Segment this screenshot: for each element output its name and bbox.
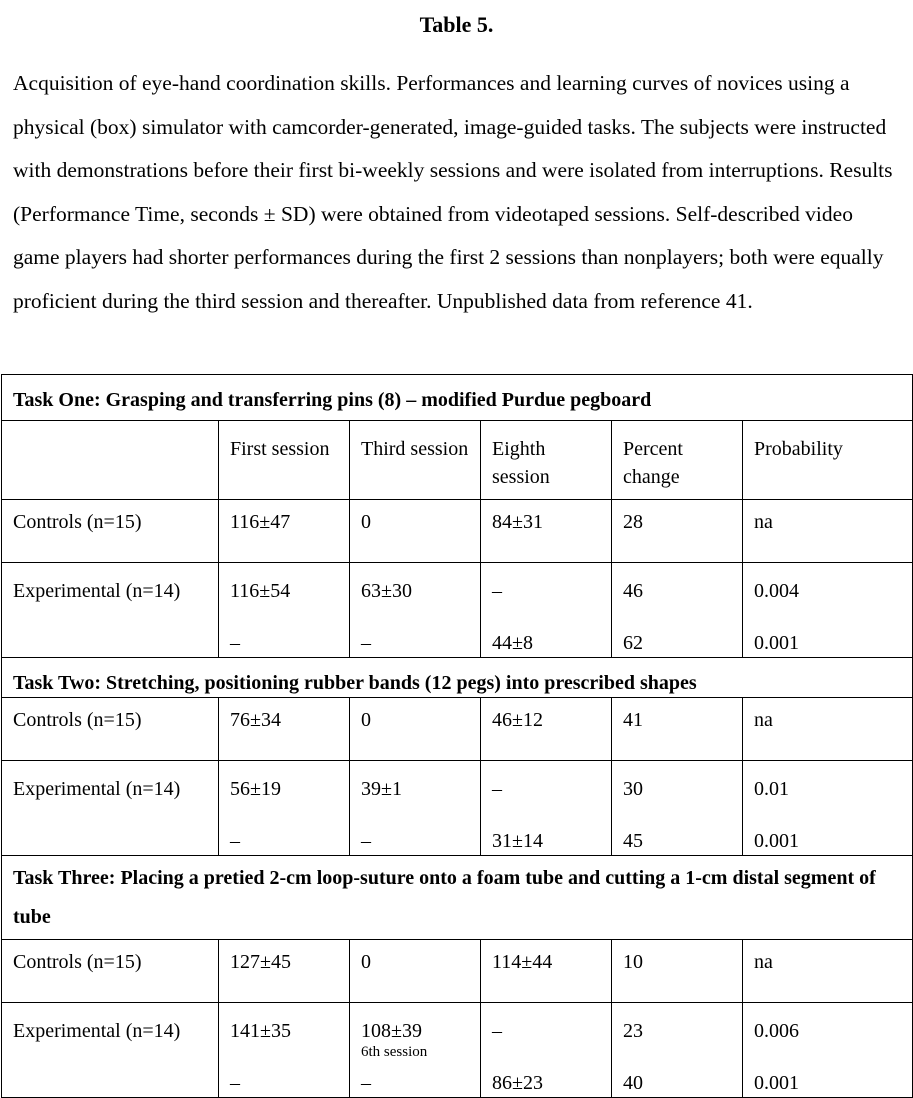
third-session-value-b: –	[361, 830, 371, 852]
probability-value-b: 0.001	[754, 632, 799, 654]
table-title: Table 5.	[419, 12, 494, 37]
eighth-session-value-b: 31±14	[492, 830, 543, 852]
percent-change-value-b: 45	[623, 830, 643, 852]
first-session-value-b: –	[230, 830, 240, 852]
eighth-session-cell	[481, 761, 612, 856]
row-label: Controls (n=15)	[2, 698, 219, 761]
third-session-cell	[350, 563, 481, 658]
header-empty-cell	[2, 421, 219, 500]
eighth-session-cell	[481, 1003, 612, 1098]
table-row	[2, 761, 913, 856]
header-eighth-session: Eighth session	[481, 421, 612, 500]
header-probability: Probability	[743, 421, 913, 500]
probability-value: 0.006	[754, 1020, 799, 1042]
third-session-value: 39±1	[361, 778, 402, 800]
first-session-value-b: –	[230, 632, 240, 654]
third-session-cell	[350, 1003, 481, 1098]
first-session-value: 141±35	[230, 1020, 291, 1042]
third-session-value: 108±39	[361, 1020, 422, 1042]
first-session-value: 56±19	[230, 778, 281, 800]
column-header-row	[2, 421, 913, 500]
row-label: Controls (n=15)	[2, 500, 219, 563]
probability-value: na	[743, 500, 913, 563]
percent-change-value: 23	[623, 1020, 643, 1042]
percent-change-value: 28	[612, 500, 743, 563]
header-first-session: First session	[219, 421, 350, 500]
probability-cell	[743, 761, 913, 856]
first-session-cell	[219, 761, 350, 856]
table-row	[2, 1003, 913, 1098]
third-session-cell	[350, 761, 481, 856]
results-table	[1, 374, 913, 1098]
row-label: Controls (n=15)	[2, 940, 219, 1003]
table-row	[2, 563, 913, 658]
third-session-value: 0	[350, 500, 481, 563]
row-label: Experimental (n=14)	[2, 563, 219, 658]
probability-value: 0.01	[754, 778, 789, 800]
third-session-value: 0	[350, 940, 481, 1003]
percent-change-value: 46	[623, 580, 643, 602]
first-session-value: 116±54	[230, 580, 291, 602]
first-session-value-b: –	[230, 1072, 240, 1094]
header-percent-change: Percent change	[612, 421, 743, 500]
probability-value: 0.004	[754, 580, 799, 602]
table-caption: Acquisition of eye-hand coordination skills. Performances and learning curves of novices using a physical (box) simulator with camcorder-generated, image-guided tasks. The subjects were instructed with demonstrations before their first bi-weekly sessions and were isolated from interruptions. Results (Performance Time, seconds ± SD) were obtained from videotaped sessions. Self-described video game players had shorter performances during the first 2 sessions than nonplayers; both were equally proficient during the third session and thereafter. Unpublished data from reference 41.	[13, 71, 893, 313]
probability-cell	[743, 1003, 913, 1098]
percent-change-cell	[612, 1003, 743, 1098]
eighth-session-value: 84±31	[481, 500, 612, 563]
percent-change-value: 30	[623, 778, 643, 800]
percent-change-value-b: 40	[623, 1072, 643, 1094]
first-session-cell	[219, 563, 350, 658]
eighth-session-value: 114±44	[481, 940, 612, 1003]
third-session-value-b: –	[361, 632, 371, 654]
percent-change-value: 41	[612, 698, 743, 761]
task-two-title: Task Two: Stretching, positioning rubber bands (12 pegs) into prescribed shapes	[2, 658, 913, 698]
table-row	[2, 500, 913, 563]
percent-change-value-b: 62	[623, 632, 643, 654]
eighth-session-value-b: 44±8	[492, 632, 533, 654]
task-three-title: Task Three: Placing a pretied 2-cm loop-suture onto a foam tube and cutting a 1-cm distal segment of tube	[2, 856, 913, 940]
percent-change-cell	[612, 761, 743, 856]
task-one-title: Task One: Grasping and transferring pins (8) – modified Purdue pegboard	[2, 375, 913, 421]
table-row	[2, 698, 913, 761]
third-session-note: 6th session	[361, 1044, 428, 1060]
probability-value: na	[743, 940, 913, 1003]
probability-cell	[743, 563, 913, 658]
row-label: Experimental (n=14)	[2, 761, 219, 856]
probability-value-b: 0.001	[754, 1072, 799, 1094]
probability-value: na	[743, 698, 913, 761]
first-session-value: 76±34	[219, 698, 350, 761]
first-session-value: 127±45	[219, 940, 350, 1003]
eighth-session-cell	[481, 563, 612, 658]
third-session-value: 63±30	[361, 580, 412, 602]
first-session-value: 116±47	[219, 500, 350, 563]
eighth-session-value: 46±12	[481, 698, 612, 761]
table-row	[2, 940, 913, 1003]
third-session-value: 0	[350, 698, 481, 761]
header-third-session: Third session	[350, 421, 481, 500]
eighth-session-value-b: 86±23	[492, 1072, 543, 1094]
eighth-session-value: –	[492, 778, 502, 800]
percent-change-cell	[612, 563, 743, 658]
eighth-session-value: –	[492, 1020, 502, 1042]
row-label: Experimental (n=14)	[2, 1003, 219, 1098]
probability-value-b: 0.001	[754, 830, 799, 852]
first-session-cell	[219, 1003, 350, 1098]
percent-change-value: 10	[612, 940, 743, 1003]
eighth-session-value: –	[492, 580, 502, 602]
third-session-value-b: –	[361, 1072, 371, 1094]
